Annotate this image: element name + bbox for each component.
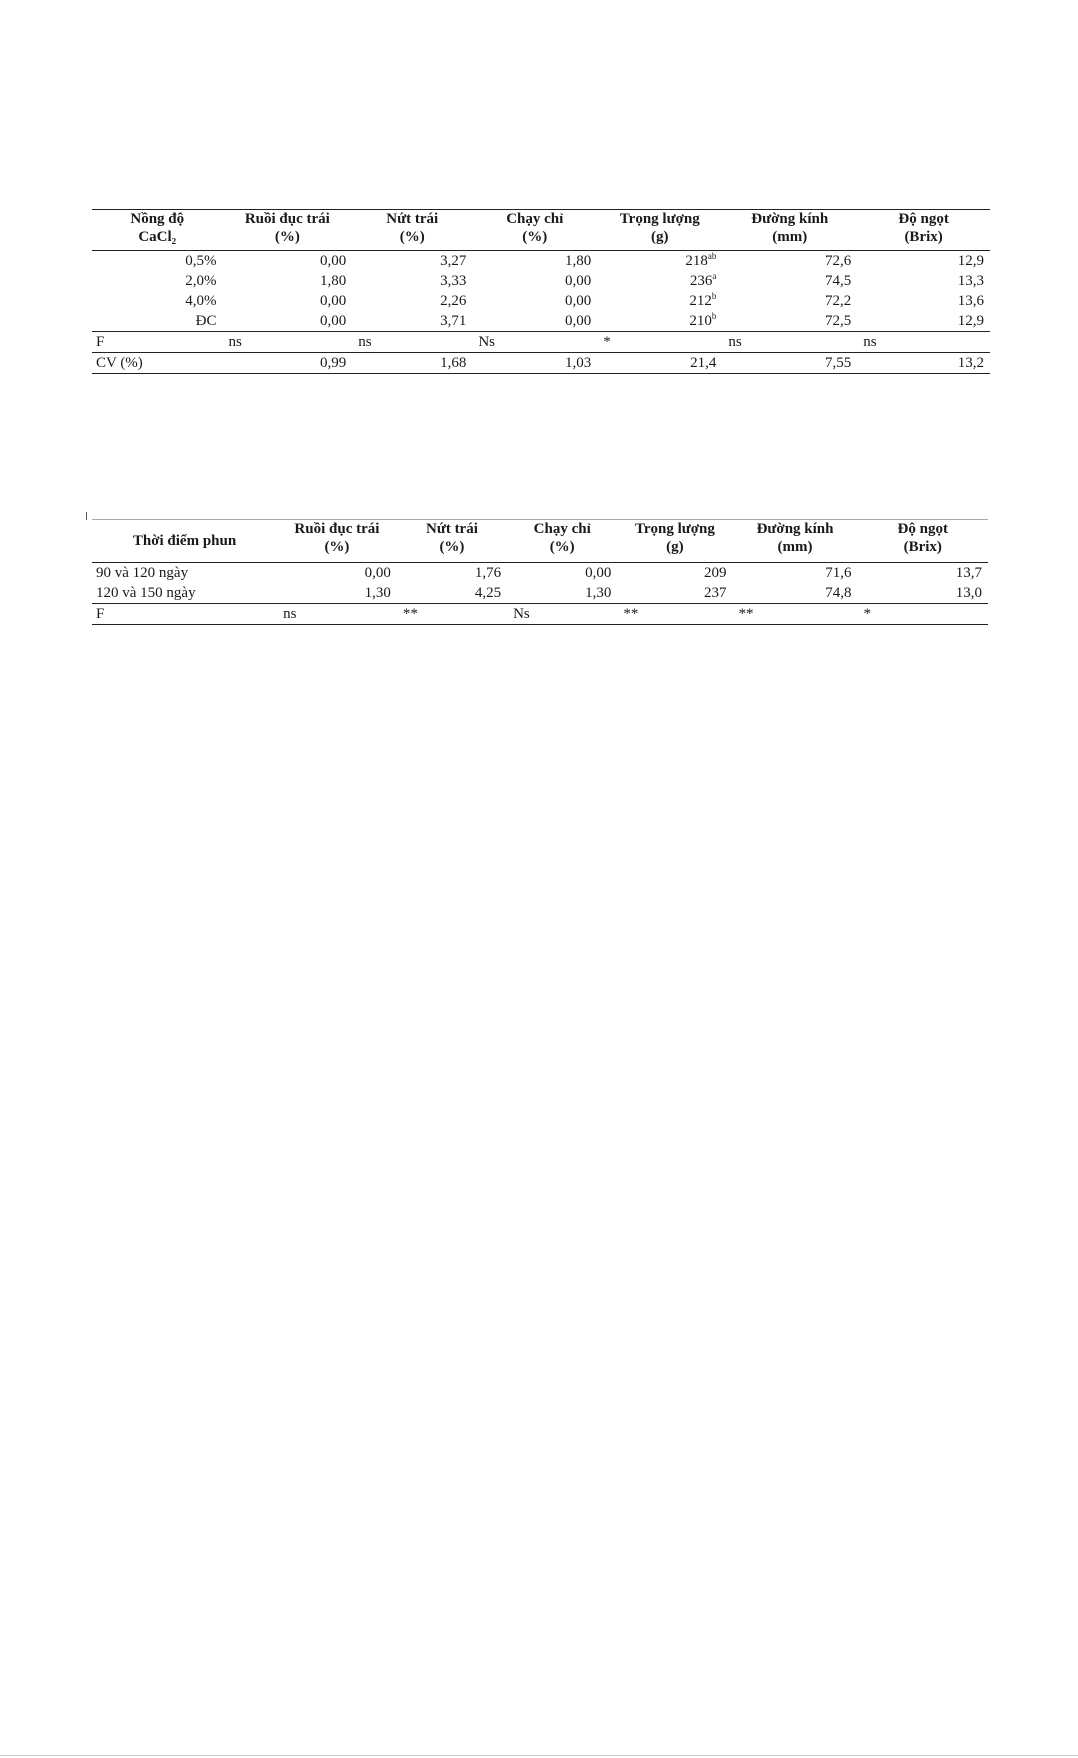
cell: 3,27 xyxy=(440,253,467,269)
cell: 13,7 xyxy=(955,565,982,581)
cell: ns xyxy=(228,334,242,350)
f-test-row xyxy=(92,604,988,625)
cell: 21,4 xyxy=(690,355,717,371)
cell: ns xyxy=(283,606,297,622)
cell: 0,00 xyxy=(564,313,592,329)
divider-tick xyxy=(86,512,87,520)
cell: * xyxy=(603,334,611,350)
table-header-row xyxy=(92,520,988,563)
col-header-streaking: Chạy chỉ (%) xyxy=(533,521,591,555)
cell: 1,80 xyxy=(319,273,347,289)
cell: ns xyxy=(863,334,877,350)
cell: 1,03 xyxy=(564,355,592,371)
cell: $218^{ab}$ xyxy=(685,251,717,269)
row-label: F xyxy=(96,334,105,350)
cell: 74,5 xyxy=(824,273,852,289)
col-header-weight: Trọng lượng (g) xyxy=(619,211,700,245)
cv-row xyxy=(92,353,990,374)
col-header-fruit-crack: Nứt trái (%) xyxy=(386,211,439,245)
row-label: 2,0% xyxy=(185,273,217,289)
cell: Ns xyxy=(478,334,495,350)
row-label: 90 và 120 ngày xyxy=(96,565,189,581)
cell: Ns xyxy=(513,606,530,622)
cell: 0,99 xyxy=(319,355,347,371)
row-label: CV (%) xyxy=(96,355,143,371)
cell: 236$^a$ xyxy=(689,271,717,289)
cell: 7,55 xyxy=(824,355,852,371)
row-label: ĐC xyxy=(195,313,217,329)
col-header-diameter: Đường kính (mm) xyxy=(751,211,829,245)
table-calcium-concentration xyxy=(92,209,990,374)
col-header-diameter: Đường kính (mm) xyxy=(756,521,834,555)
cell: 13,3 xyxy=(957,273,984,289)
cell: 71,6 xyxy=(825,565,852,581)
cell: 1,68 xyxy=(440,355,467,371)
cell: 2,26 xyxy=(440,293,467,309)
cell: ** xyxy=(738,606,754,622)
table-spray-timing xyxy=(92,519,988,625)
page-bottom-edge xyxy=(0,1755,1078,1756)
col-header-fruit-fly: Ruồi đục trái (%) xyxy=(294,521,380,555)
f-test-row xyxy=(92,332,990,353)
cell: 0,00 xyxy=(319,253,347,269)
cell: ns xyxy=(728,334,742,350)
cell: 209 xyxy=(704,565,727,581)
row-label: F xyxy=(96,606,105,622)
cell: * xyxy=(863,606,872,622)
table-row xyxy=(92,251,990,272)
cell: 0,00 xyxy=(319,313,347,329)
col-header-streaking: Chạy chỉ (%) xyxy=(506,211,564,245)
cell: 237 xyxy=(704,585,727,601)
cell: 13,0 xyxy=(955,585,982,601)
cell: 0,00 xyxy=(364,565,391,581)
cell: 72,6 xyxy=(824,253,852,269)
row-label: 0,5% xyxy=(185,253,217,269)
col-header-sweetness: Độ ngọt (Brix) xyxy=(898,211,949,245)
cell: 3,71 xyxy=(440,313,467,329)
col-header-concentration: Nồng độ CaCl₂ xyxy=(130,211,185,245)
cell: ** xyxy=(623,606,639,622)
cell: 72,5 xyxy=(824,313,852,329)
cell: 12,9 xyxy=(957,253,984,269)
cell: 212$^b$ xyxy=(689,291,717,309)
cell: 0,00 xyxy=(564,293,592,309)
cell: 210$^b$ xyxy=(689,311,717,329)
cell: 72,2 xyxy=(824,293,852,309)
cell: 1,80 xyxy=(564,253,592,269)
col-header-weight: Trọng lượng (g) xyxy=(634,521,715,555)
table-row xyxy=(92,563,988,584)
cell: 1,76 xyxy=(474,565,502,581)
table-row xyxy=(92,271,990,291)
table-row xyxy=(92,291,990,311)
cell: 1,30 xyxy=(585,585,612,601)
table-row xyxy=(92,583,988,604)
cell: 0,00 xyxy=(585,565,612,581)
cell: 13,2 xyxy=(957,355,984,371)
row-label: 4,0% xyxy=(185,293,217,309)
cell: 0,00 xyxy=(564,273,592,289)
cell: 1,30 xyxy=(364,585,391,601)
row-label: 120 và 150 ngày xyxy=(96,585,196,601)
cell: 12,9 xyxy=(957,313,984,329)
cell: 3,33 xyxy=(440,273,467,289)
table-header-row xyxy=(92,210,990,251)
col-header-fruit-crack: Nứt trái (%) xyxy=(425,521,478,555)
cell: 13,6 xyxy=(957,293,984,309)
col-header-sweetness: Độ ngọt (Brix) xyxy=(897,521,948,555)
col-header-spray-time: Thời điểm phun xyxy=(132,533,237,549)
col-header-fruit-fly: Ruồi đục trái (%) xyxy=(244,211,330,245)
cell: ns xyxy=(358,334,372,350)
cell: 0,00 xyxy=(319,293,347,309)
cell: 4,25 xyxy=(474,585,502,601)
cell: ** xyxy=(402,606,418,622)
table-row xyxy=(92,311,990,332)
cell: 74,8 xyxy=(825,585,852,601)
